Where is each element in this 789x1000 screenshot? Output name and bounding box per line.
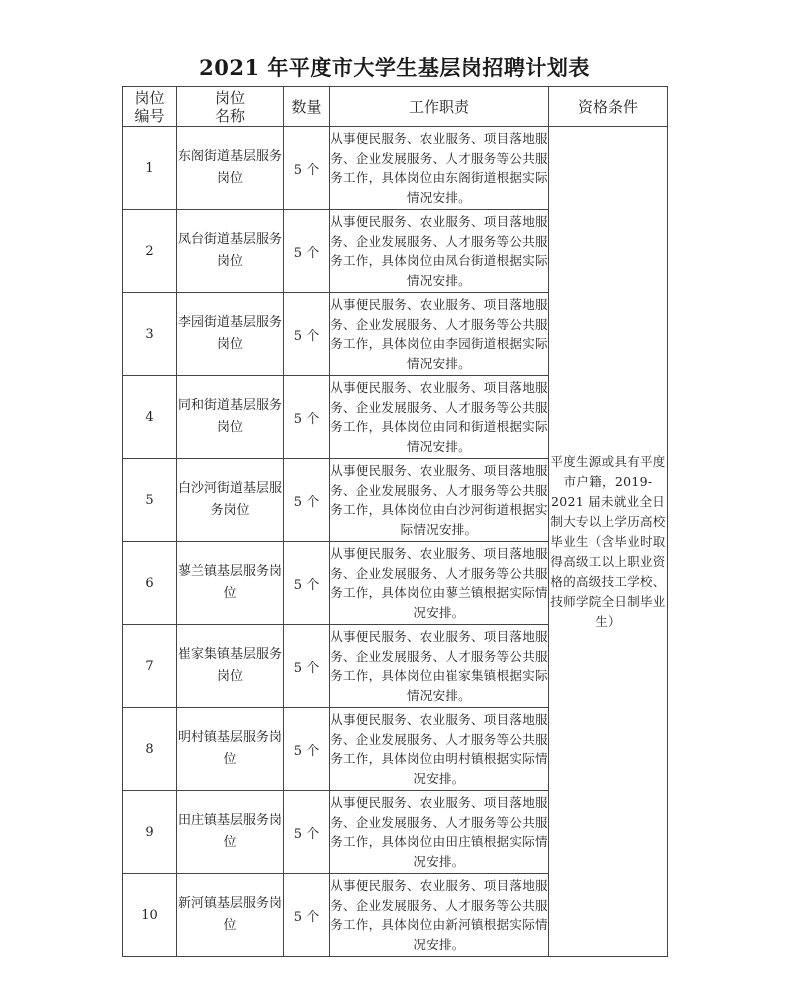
job-duty-cell: 从事便民服务、农业服务、项目落地服务、企业发展服务、人才服务等公共服务工作，具体岗位由崔家集镇根据实际情况安排。 xyxy=(330,625,549,708)
post-count-cell: 5 个 xyxy=(284,127,330,210)
job-duty-cell: 从事便民服务、农业服务、项目落地服务、企业发展服务、人才服务等公共服务工作，具体岗位由东阁街道根据实际情况安排。 xyxy=(330,127,549,210)
post-name-cell: 蓼兰镇基层服务岗位 xyxy=(177,542,284,625)
post-name-cell: 同和街道基层服务岗位 xyxy=(177,376,284,459)
post-id-cell: 1 xyxy=(123,127,177,210)
job-duty-cell: 从事便民服务、农业服务、项目落地服务、企业发展服务、人才服务等公共服务工作，具体岗位由新河镇根据实际情况安排。 xyxy=(330,874,549,957)
job-duty-cell: 从事便民服务、农业服务、项目落地服务、企业发展服务、人才服务等公共服务工作，具体岗位由凤台街道根据实际情况安排。 xyxy=(330,210,549,293)
header-count: 数量 xyxy=(284,87,330,127)
post-name-cell: 崔家集镇基层服务岗位 xyxy=(177,625,284,708)
page-title: 2021 年平度市大学生基层岗招聘计划表 xyxy=(199,55,590,80)
table-body xyxy=(123,127,668,957)
post-name-cell: 东阁街道基层服务岗位 xyxy=(177,127,284,210)
job-duty-cell: 从事便民服务、农业服务、项目落地服务、企业发展服务、人才服务等公共服务工作，具体岗位由田庄镇根据实际情况安排。 xyxy=(330,791,549,874)
post-name-cell: 李园街道基层服务岗位 xyxy=(177,293,284,376)
post-name-cell: 田庄镇基层服务岗位 xyxy=(177,791,284,874)
recruitment-plan-table xyxy=(122,86,668,957)
job-duty-cell: 从事便民服务、农业服务、项目落地服务、企业发展服务、人才服务等公共服务工作，具体岗位由蓼兰镇根据实际情况安排。 xyxy=(330,542,549,625)
job-duty-cell: 从事便民服务、农业服务、项目落地服务、企业发展服务、人才服务等公共服务工作，具体岗位由白沙河街道根据实际情况安排。 xyxy=(330,459,549,542)
post-id-cell: 4 xyxy=(123,376,177,459)
post-name-cell: 凤台街道基层服务岗位 xyxy=(177,210,284,293)
job-duty-cell: 从事便民服务、农业服务、项目落地服务、企业发展服务、人才服务等公共服务工作，具体岗位由李园街道根据实际情况安排。 xyxy=(330,293,549,376)
post-id-cell: 5 xyxy=(123,459,177,542)
post-name-cell: 新河镇基层服务岗位 xyxy=(177,874,284,957)
header-post-id xyxy=(123,87,177,127)
qualification-cell: 平度生源或具有平度市户籍，2019-2021 届未就业全日制大专以上学历高校毕业生（含毕业时取得高级工以上职业资格的高级技工学校、技师学院全日制毕业生） xyxy=(549,127,668,957)
post-count-cell: 5 个 xyxy=(284,293,330,376)
header-duty: 工作职责 xyxy=(330,87,549,127)
post-count-cell: 5 个 xyxy=(284,376,330,459)
table-header-row xyxy=(123,87,668,127)
header-post-name xyxy=(177,87,284,127)
post-count-cell: 5 个 xyxy=(284,874,330,957)
header-post-id-line2: 编号 xyxy=(134,106,165,125)
post-id-cell: 10 xyxy=(123,874,177,957)
post-count-cell: 5 个 xyxy=(284,708,330,791)
post-count-cell: 5 个 xyxy=(284,625,330,708)
post-name-cell: 明村镇基层服务岗位 xyxy=(177,708,284,791)
header-qualification: 资格条件 xyxy=(549,87,668,127)
post-count-cell: 5 个 xyxy=(284,459,330,542)
header-post-id-line1: 岗位 xyxy=(134,88,165,107)
job-duty-cell: 从事便民服务、农业服务、项目落地服务、企业发展服务、人才服务等公共服务工作，具体岗位由同和街道根据实际情况安排。 xyxy=(330,376,549,459)
post-id-cell: 7 xyxy=(123,625,177,708)
post-id-cell: 2 xyxy=(123,210,177,293)
post-id-cell: 9 xyxy=(123,791,177,874)
post-count-cell: 5 个 xyxy=(284,542,330,625)
post-id-cell: 8 xyxy=(123,708,177,791)
header-post-name-line1: 岗位 xyxy=(214,88,245,107)
post-id-cell: 3 xyxy=(123,293,177,376)
header-post-name-line2: 名称 xyxy=(214,106,245,125)
post-count-cell: 5 个 xyxy=(284,791,330,874)
job-duty-cell: 从事便民服务、农业服务、项目落地服务、企业发展服务、人才服务等公共服务工作，具体岗位由明村镇根据实际情况安排。 xyxy=(330,708,549,791)
post-count-cell: 5 个 xyxy=(284,210,330,293)
post-name-cell: 白沙河街道基层服务岗位 xyxy=(177,459,284,542)
table-row xyxy=(123,127,668,210)
post-id-cell: 6 xyxy=(123,542,177,625)
